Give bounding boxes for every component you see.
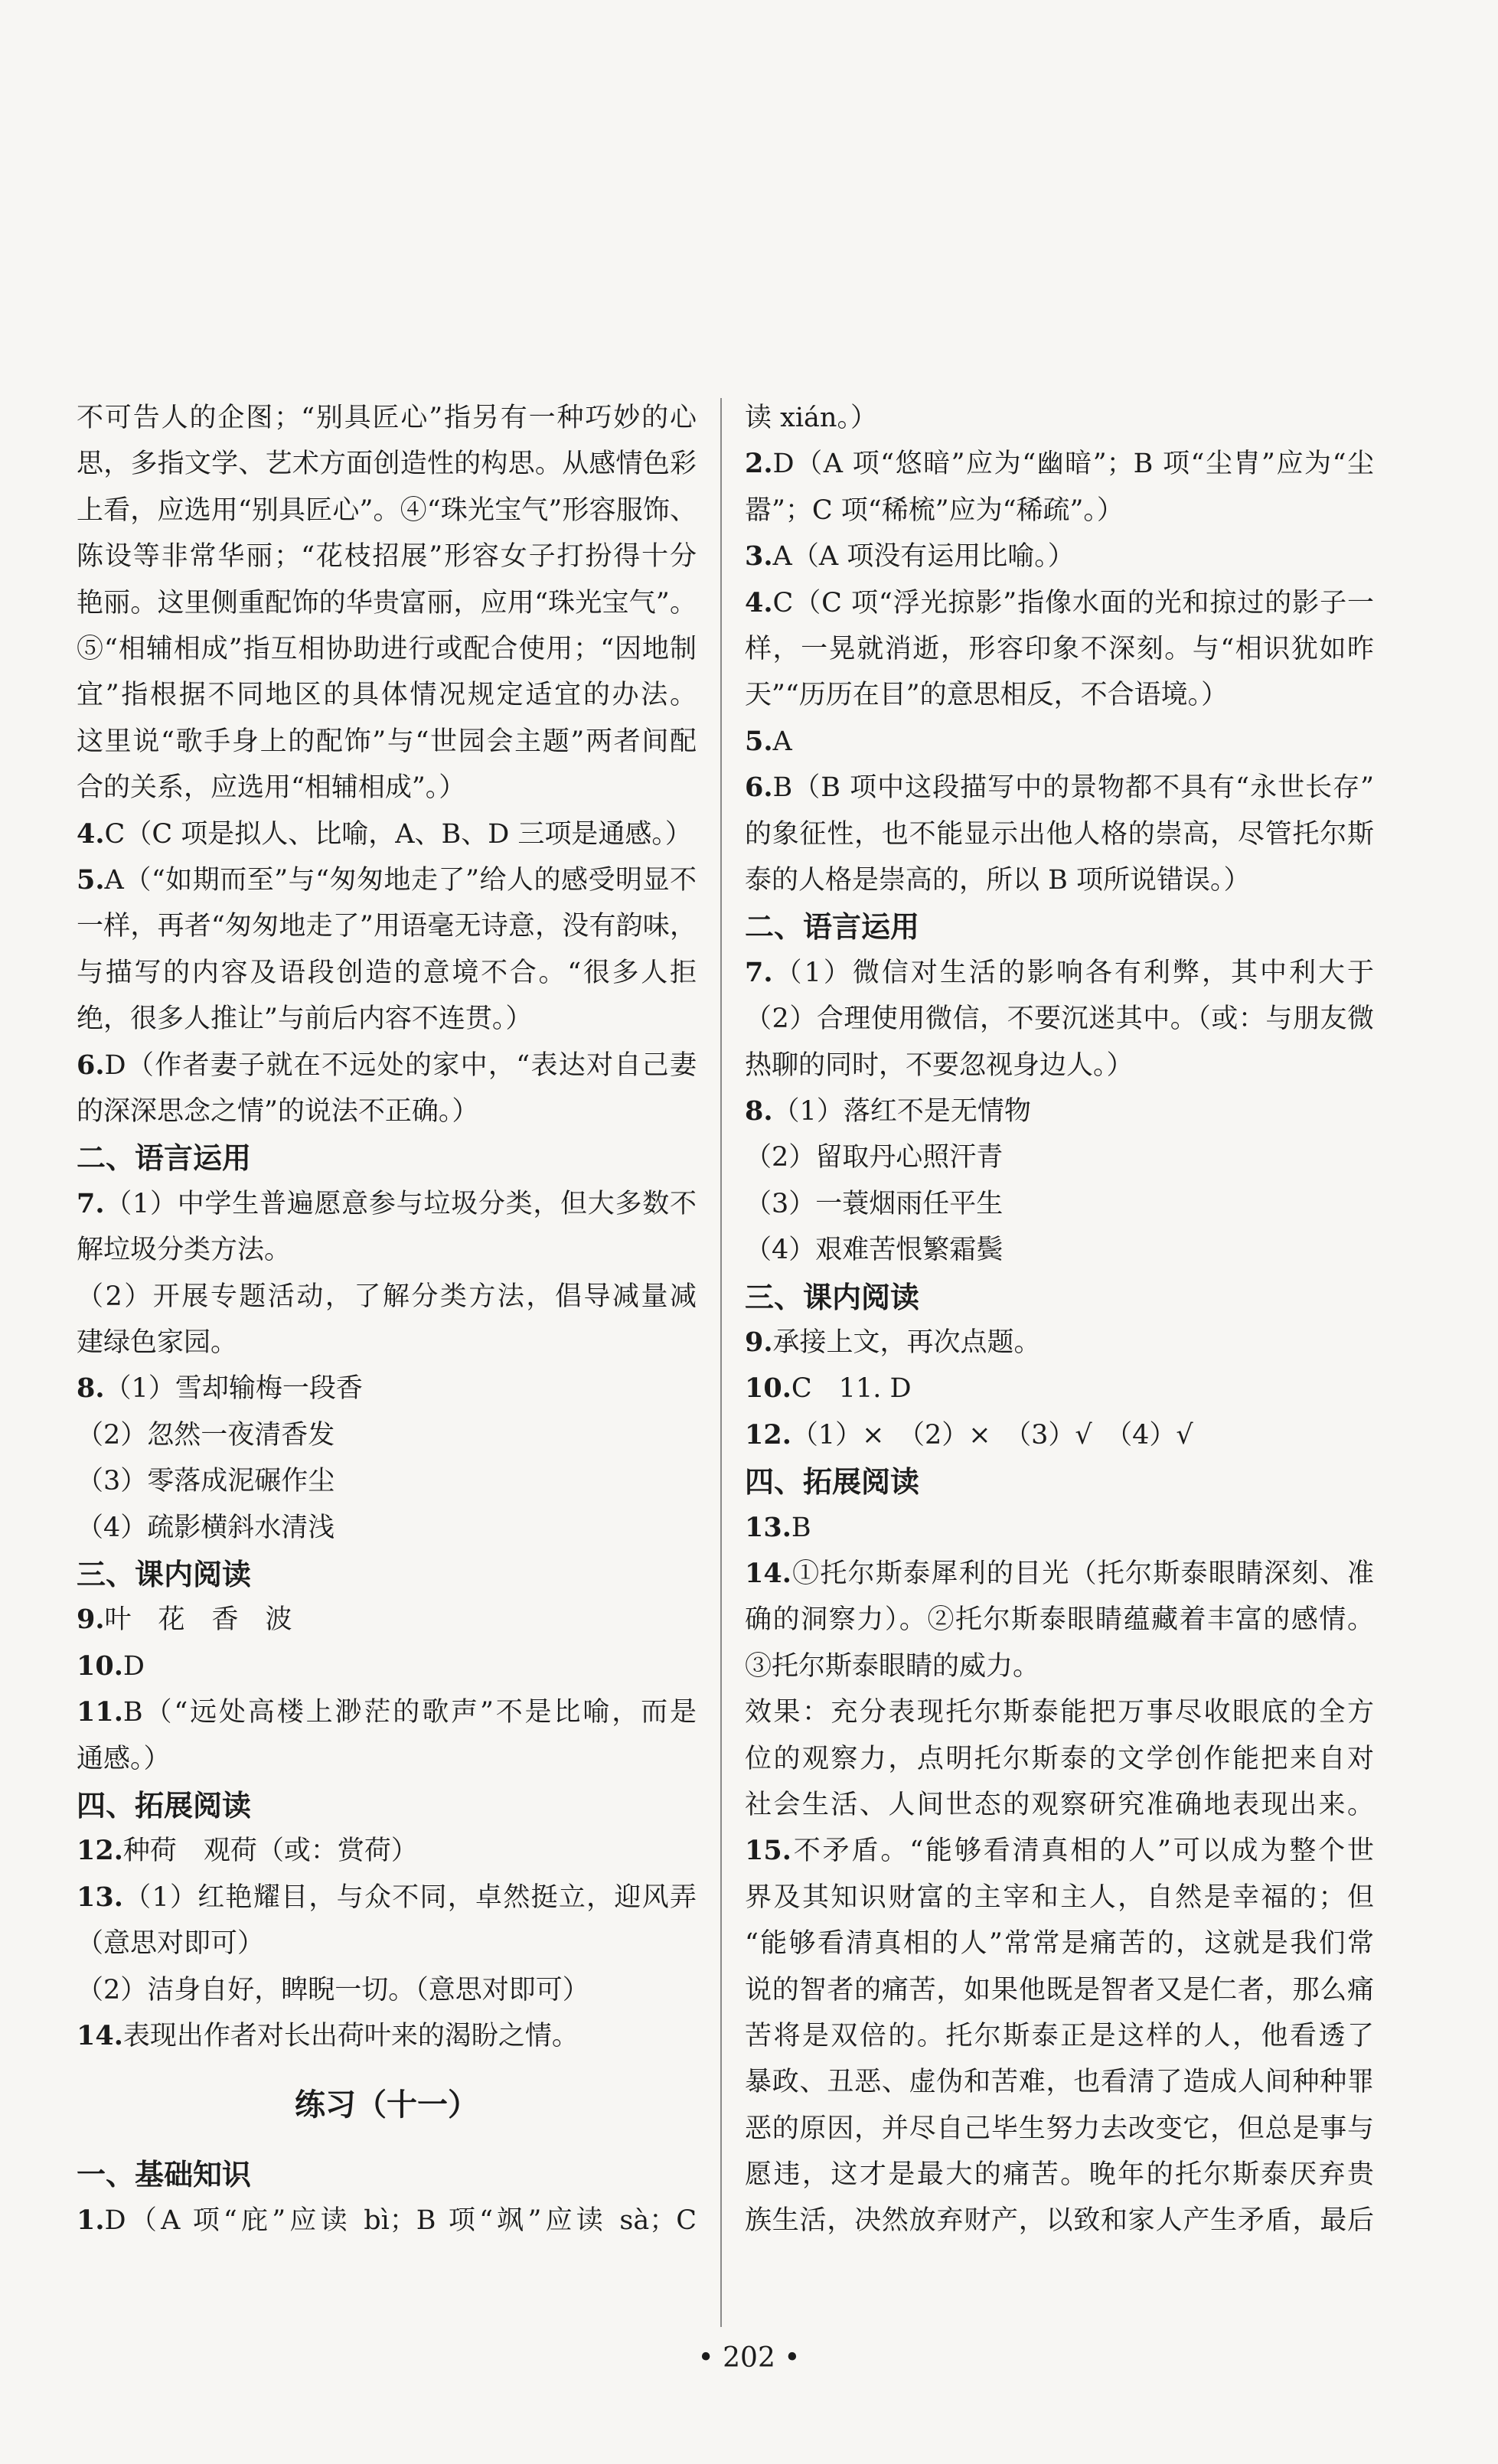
answer-line (77, 2013, 697, 2059)
answer-text: A（“如期而至”与“匆匆地走了”给人的感受明显不 (104, 864, 697, 896)
question-number: 13. (745, 1511, 791, 1543)
question-number: 5. (745, 725, 773, 757)
question-number: 15. (745, 1835, 791, 1867)
answer-text: A (772, 726, 792, 757)
answer-text: B（“远处高楼上渺茫的歌声”不是比喻，而是 (122, 1697, 697, 1728)
text-line: 宜”指根据不同地区的具体情况规定适宜的办法。 (77, 680, 697, 711)
answer-line (745, 1366, 1374, 1411)
answer-line (745, 580, 1374, 626)
section-heading: 三、课内阅读 (745, 1280, 920, 1314)
text-line: 的深深思念之情”的说法不正确。） (77, 1095, 479, 1127)
answer-line (745, 1828, 1374, 1874)
text-line: 解垃圾分类方法。 (77, 1235, 292, 1266)
answer-line (745, 950, 1374, 996)
answer-text: B（B 项中这段描写中的景物都不具有“永世长存” (772, 772, 1374, 804)
question-number: 13. (77, 1881, 123, 1913)
text-line: 界及其知识财富的主宰和主人，自然是幸福的；但 (745, 1881, 1374, 1913)
text-line: 族生活，决然放弃财产，以致和家人产生矛盾，最后 (745, 2205, 1374, 2237)
answer-text: B (791, 1512, 811, 1543)
text-line: 样，一晃就消逝，形容印象不深刻。与“相识犹如昨 (745, 634, 1374, 664)
text-line: 位的观察力，点明托尔斯泰的文学创作能把来自对 (745, 1743, 1374, 1774)
answer-line (745, 719, 1374, 765)
text-line: 读 xián。） (745, 403, 877, 433)
text-line: （2）留取丹心照汗青 (745, 1142, 1004, 1173)
text-line: （2）合理使用微信，不要沉迷其中。（或：与朋友微 (745, 1004, 1374, 1035)
section-heading: 四、拓展阅读 (745, 1465, 920, 1500)
answer-text: D (122, 1650, 145, 1682)
text-line: （2）洁身自好，睥睨一切。（意思对即可） (77, 1974, 589, 2005)
answer-text: 种荷 观荷（或：赏荷） (122, 1836, 418, 1867)
text-line: （4）艰难苦恨繁霜鬓 (745, 1235, 1004, 1266)
answer-text: D（作者妻子就在不远处的家中，“表达对自己妻 (104, 1049, 697, 1081)
text-line: 愿违，这才是最大的痛苦。晚年的托尔斯泰厌弃贵 (745, 2159, 1374, 2191)
answer-line (77, 1043, 697, 1088)
text-line: 建绿色家园。 (77, 1327, 238, 1358)
answer-line (745, 1551, 1374, 1597)
answer-text: 叶 花 香 波 (104, 1604, 292, 1636)
text-line: （2）忽然一夜清香发 (77, 1419, 335, 1451)
answer-line (745, 441, 1374, 487)
question-number: 2. (745, 448, 773, 480)
answer-text: A（A 项没有运用比喻。） (772, 541, 1075, 573)
text-line: 嚣”；C 项“稀梳”应为“稀疏”。） (745, 494, 1124, 526)
text-line: 效果：充分表现托尔斯泰能把万事尽收眼底的全方 (745, 1697, 1374, 1728)
text-line: 说的智者的痛苦，如果他既是智者又是仁者，那么痛 (745, 1974, 1374, 2005)
question-number: 8. (745, 1095, 773, 1127)
answer-line (745, 1505, 1374, 1551)
answer-text: （1）雪却输梅一段香 (104, 1373, 363, 1405)
text-line: 通感。） (77, 1743, 171, 1774)
section-heading: 三、课内阅读 (77, 1557, 252, 1591)
text-line: （4）疏影横斜水清浅 (77, 1512, 335, 1543)
question-number: 12. (77, 1835, 123, 1867)
answer-line (745, 1320, 1374, 1366)
answer-line (77, 1181, 697, 1227)
text-line: （3）零落成泥碾作尘 (77, 1466, 335, 1497)
answer-line (77, 1689, 697, 1735)
question-number: 6. (745, 772, 773, 804)
answer-line (77, 1828, 697, 1874)
text-line: ⑤“相辅相成”指互相协助进行或配合使用；“因地制 (77, 633, 697, 664)
answer-text: 不矛盾。“能够看清真相的人”可以成为整个世 (791, 1836, 1374, 1867)
question-number: 10. (77, 1650, 123, 1682)
page-number: • 202 • (697, 2342, 801, 2374)
answer-line (77, 2198, 697, 2244)
text-line: 思，多指文学、艺术方面创造性的构思。从感情色彩 (77, 449, 697, 480)
answer-line (745, 765, 1374, 811)
text-line: 的象征性，也不能显示出他人格的崇高，尽管托尔斯 (745, 818, 1374, 850)
text-line: 与描写的内容及语段创造的意境不合。“很多人拒 (77, 957, 697, 988)
question-number: 9. (745, 1326, 773, 1358)
question-number: 9. (77, 1604, 105, 1636)
question-number: 5. (77, 863, 105, 896)
question-number: 4. (77, 818, 105, 850)
answer-line (77, 857, 697, 903)
text-line: 恶的原因，并尽自己毕生努力去改变它，但总是事与 (745, 2113, 1374, 2144)
answer-text: （1）× （2）× （3）√ （4）√ (791, 1419, 1193, 1451)
answer-line (77, 1643, 697, 1689)
text-line: （2）开展专题活动，了解分类方法，倡导减量减 (77, 1281, 697, 1312)
column-divider (720, 398, 722, 2327)
left-column (77, 395, 697, 2244)
answer-text: 承接上文，再次点题。 (772, 1327, 1041, 1358)
text-line: （3）一蓑烟雨任平生 (745, 1188, 1004, 1219)
text-line: （意思对即可） (77, 1928, 265, 1960)
answer-text: D（A 项“庇”应读 bì；B 项“飒”应读 sà；C (104, 2205, 697, 2236)
text-line: 确的洞察力）。②托尔斯泰眼睛蕴藏着丰富的感情。 (745, 1604, 1374, 1636)
text-line: 绝，很多人推让”与前后内容不连贯。） (77, 1004, 533, 1035)
text-line: 热聊的同时，不要忽视身边人。） (745, 1049, 1134, 1081)
text-line: “能够看清真相的人”常常是痛苦的，这就是我们常 (745, 1928, 1374, 1960)
answer-line (77, 1875, 697, 1921)
question-number: 8. (77, 1372, 105, 1405)
text-line: 一样，再者“匆匆地走了”用语毫无诗意，没有韵味， (77, 911, 697, 942)
text-line: 这里说“歌手身上的配饰”与“世园会主题”两者间配 (77, 726, 697, 757)
text-line: 合的关系，应选用“相辅相成”。） (77, 772, 466, 804)
question-number: 10. (745, 1372, 791, 1405)
text-line: 上看，应选用“别具匠心”。④“珠光宝气”形容服饰、 (77, 494, 697, 526)
text-line: 社会生活、人间世态的观察研究准确地表现出来。 (745, 1789, 1374, 1820)
question-number: 14. (745, 1558, 791, 1589)
question-number: 7. (77, 1187, 105, 1219)
text-line: 不可告人的企图；“别具匠心”指另有一种巧妙的心 (77, 403, 697, 433)
answer-text: 表现出作者对长出荷叶来的渴盼之情。 (122, 2020, 579, 2051)
section-heading: 一、基础知识 (77, 2158, 252, 2192)
text-line: 天”“历历在目”的意思相反，不合语境。） (745, 680, 1229, 711)
answer-text: D（A 项“悠暗”应为“幽暗”；B 项“尘胄”应为“尘 (772, 449, 1374, 480)
text-line: ③托尔斯泰眼睛的威力。 (745, 1650, 1040, 1682)
answer-text: ①托尔斯泰犀利的目光（托尔斯泰眼睛深刻、准 (791, 1558, 1374, 1589)
section-heading: 二、语言运用 (745, 910, 920, 945)
answer-line (77, 811, 697, 857)
exercise-title: 练习（十一） (295, 2087, 478, 2123)
question-number: 14. (77, 2019, 123, 2051)
answer-text: （1）微信对生活的影响各有利弊，其中利大于 (772, 957, 1374, 988)
question-number: 1. (77, 2204, 105, 2236)
question-number: 11. (77, 1696, 123, 1728)
text-line: 艳丽。这里侧重配饰的华贵富丽，应用“珠光宝气”。 (77, 587, 697, 618)
question-number: 6. (77, 1049, 105, 1081)
answer-line (77, 1597, 697, 1643)
answer-line (77, 1366, 697, 1411)
question-number: 7. (745, 956, 773, 988)
answer-line (745, 534, 1374, 579)
question-number: 4. (745, 586, 773, 618)
question-number: 3. (745, 540, 773, 573)
question-number: 12. (745, 1418, 791, 1451)
text-line: 苦将是双倍的。托尔斯泰正是这样的人，他看透了 (745, 2020, 1374, 2051)
answer-line (745, 1412, 1374, 1458)
section-heading: 二、语言运用 (77, 1141, 252, 1176)
answer-text: （1）红艳耀目，与众不同，卓然挺立，迎风弄 (122, 1881, 697, 1913)
answer-text: （1）中学生普遍愿意参与垃圾分类，但大多数不 (104, 1188, 697, 1219)
answer-text: C（C 项是拟人、比喻，A、B、D 三项是通感。） (104, 818, 692, 850)
text-line: 暴政、丑恶、虚伪和苦难，也看清了造成人间种种罪 (745, 2067, 1374, 2098)
answer-line (745, 1088, 1374, 1134)
text-line: 泰的人格是崇高的，所以 B 项所说错误。） (745, 864, 1251, 896)
right-column (745, 395, 1374, 2244)
answer-text: C 11. D (791, 1373, 912, 1405)
answer-text: C（C 项“浮光掠影”指像水面的光和掠过的影子一 (772, 587, 1374, 618)
answer-text: （1）落红不是无情物 (772, 1095, 1031, 1127)
section-heading: 四、拓展阅读 (77, 1788, 252, 1823)
text-line: 陈设等非常华丽；“花枝招展”形容女子打扮得十分 (77, 541, 697, 573)
